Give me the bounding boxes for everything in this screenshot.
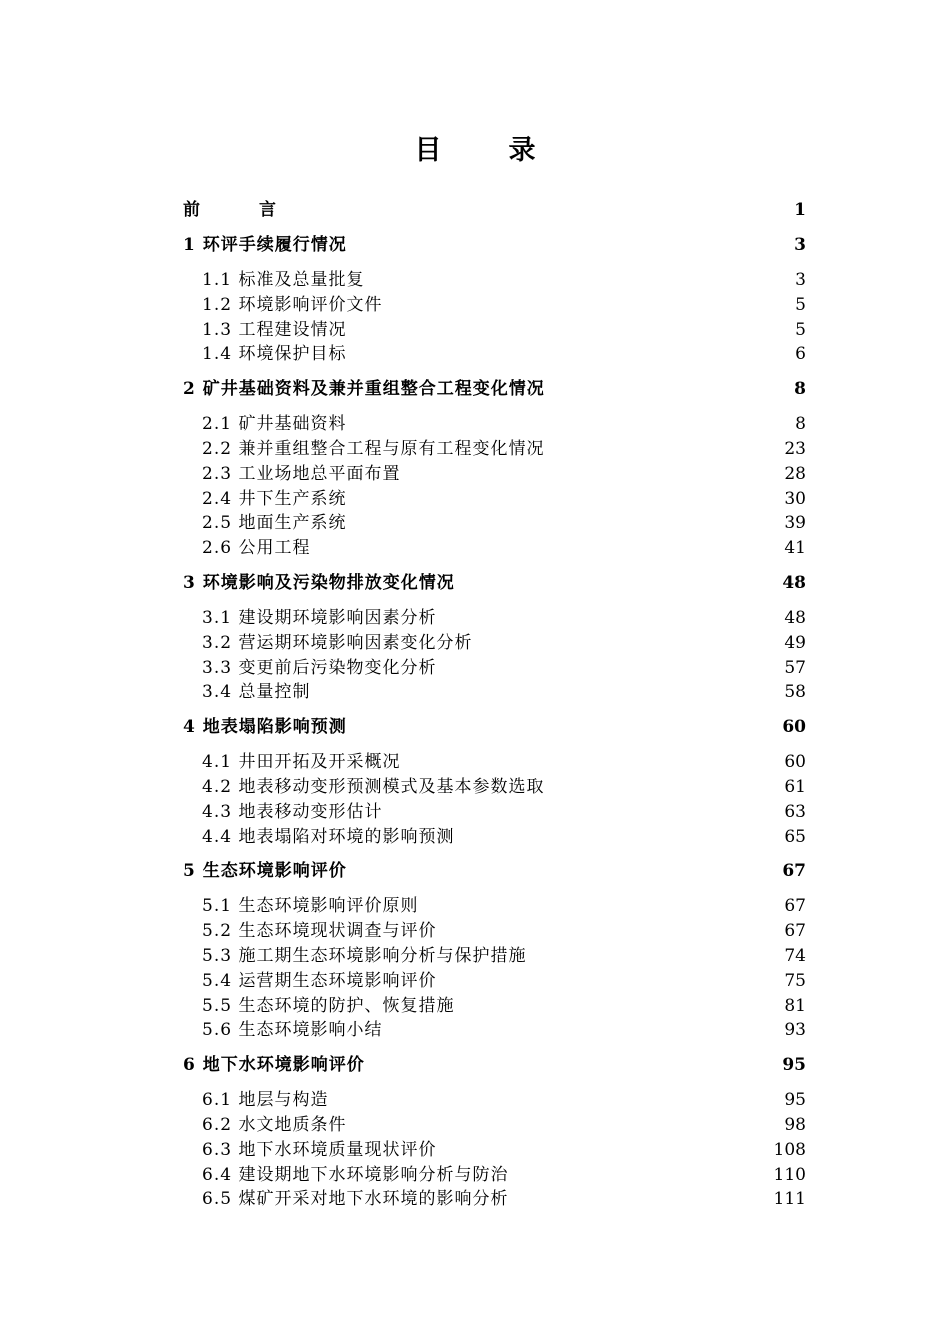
toc-entry-page-number: 75 xyxy=(784,970,806,991)
toc-entry-label: 3.3 变更前后污染物变化分析 xyxy=(202,657,437,678)
toc-entry-chapter[interactable] xyxy=(183,715,806,740)
toc-entry-label: 6.3 地下水环境质量现状评价 xyxy=(202,1139,437,1160)
toc-entry-section[interactable] xyxy=(183,318,806,343)
toc-entry-section[interactable] xyxy=(183,1018,806,1043)
toc-entry-section[interactable] xyxy=(183,800,806,825)
toc-entry-chapter[interactable] xyxy=(183,1053,806,1078)
toc-entry-label: 3.2 营运期环境影响因素变化分析 xyxy=(202,632,473,653)
toc-entry-chapter[interactable] xyxy=(183,859,806,884)
toc-entry-section[interactable] xyxy=(183,1187,806,1212)
toc-entry-page-number: 23 xyxy=(784,438,806,459)
toc-entry-page-number: 110 xyxy=(773,1164,806,1185)
toc-entry-page-number: 1 xyxy=(794,200,806,220)
toc-entry-section[interactable] xyxy=(183,775,806,800)
toc-entry-section[interactable] xyxy=(183,487,806,512)
toc-entry-section[interactable] xyxy=(183,462,806,487)
toc-entry-page-number: 74 xyxy=(784,945,806,966)
toc-entry-page-number: 67 xyxy=(782,861,806,882)
toc-entry-section[interactable] xyxy=(183,919,806,944)
toc-entry-page-number: 108 xyxy=(773,1139,806,1160)
toc-entry-label: 5.3 施工期生态环境影响分析与保护措施 xyxy=(202,945,527,966)
toc-entry-page-number: 41 xyxy=(784,538,806,559)
toc-entry-section[interactable] xyxy=(183,268,806,293)
toc-entry-label: 2.2 兼并重组整合工程与原有工程变化情况 xyxy=(202,438,545,459)
toc-entry-section[interactable] xyxy=(183,1163,806,1188)
toc-entry-section[interactable] xyxy=(183,511,806,536)
toc-entry-section[interactable] xyxy=(183,412,806,437)
toc-entry-page-number: 67 xyxy=(784,921,806,942)
toc-entry-label: 1.4 环境保护目标 xyxy=(202,344,347,365)
toc-entry-label: 前 言 xyxy=(183,200,297,220)
toc-entry-page-number: 81 xyxy=(784,995,806,1016)
toc-entry-page-number: 28 xyxy=(784,463,806,484)
toc-entry-section[interactable] xyxy=(183,894,806,919)
toc-entry-section[interactable] xyxy=(183,631,806,656)
toc-entry-label: 6.5 煤矿开采对地下水环境的影响分析 xyxy=(202,1189,509,1210)
toc-entry-label: 5 生态环境影响评价 xyxy=(183,861,347,882)
toc-entry-section[interactable] xyxy=(183,1138,806,1163)
table-of-contents xyxy=(183,198,806,1212)
toc-entry-label: 6.2 水文地质条件 xyxy=(202,1114,347,1135)
toc-entry-section[interactable] xyxy=(183,825,806,850)
toc-entry-label: 2.5 地面生产系统 xyxy=(202,513,347,534)
toc-entry-section[interactable] xyxy=(183,944,806,969)
toc-entry-page-number: 60 xyxy=(784,752,806,773)
toc-entry-label: 5.1 生态环境影响评价原则 xyxy=(202,896,419,917)
toc-entry-label: 2.6 公用工程 xyxy=(202,538,311,559)
toc-entry-page-number: 95 xyxy=(782,1055,806,1076)
toc-entry-label: 2.1 矿井基础资料 xyxy=(202,414,347,435)
toc-entry-page-number: 98 xyxy=(784,1114,806,1135)
toc-entry-label: 6.1 地层与构造 xyxy=(202,1090,329,1111)
toc-entry-page-number: 60 xyxy=(782,717,806,738)
toc-entry-label: 2.3 工业场地总平面布置 xyxy=(202,463,401,484)
toc-entry-page-number: 65 xyxy=(784,826,806,847)
toc-entry-section[interactable] xyxy=(183,1088,806,1113)
toc-entry-page-number: 3 xyxy=(795,270,806,290)
page-title: 目 录 xyxy=(414,135,556,166)
toc-entry-chapter[interactable] xyxy=(183,377,806,402)
toc-entry-page-number: 8 xyxy=(794,379,806,400)
toc-entry-section[interactable] xyxy=(183,606,806,631)
toc-entry-page-number: 48 xyxy=(784,607,806,628)
toc-entry-section[interactable] xyxy=(183,342,806,367)
toc-entry-label: 2 矿井基础资料及兼并重组整合工程变化情况 xyxy=(183,379,545,400)
toc-entry-chapter[interactable] xyxy=(183,571,806,596)
toc-entry-page-number: 61 xyxy=(784,776,806,797)
toc-entry-label: 5.5 生态环境的防护、恢复措施 xyxy=(202,995,455,1016)
toc-entry-label: 4.1 井田开拓及开采概况 xyxy=(202,752,401,773)
toc-entry-page-number: 63 xyxy=(784,801,806,822)
toc-entry-page-number: 49 xyxy=(784,632,806,653)
toc-entry-label: 2.4 井下生产系统 xyxy=(202,488,347,509)
toc-entry-label: 1.1 标准及总量批复 xyxy=(202,270,365,290)
toc-entry-label: 4 地表塌陷影响预测 xyxy=(183,717,347,738)
toc-entry-section[interactable] xyxy=(183,437,806,462)
toc-entry-section[interactable] xyxy=(183,994,806,1019)
toc-entry-section[interactable] xyxy=(183,750,806,775)
toc-entry-label: 3.4 总量控制 xyxy=(202,682,311,703)
toc-entry-section[interactable] xyxy=(183,293,806,318)
toc-entry-section[interactable] xyxy=(183,1113,806,1138)
toc-entry-page-number: 58 xyxy=(784,682,806,703)
toc-entry-section[interactable] xyxy=(183,969,806,994)
toc-entry-label: 4.4 地表塌陷对环境的影响预测 xyxy=(202,826,455,847)
toc-entry-page-number: 5 xyxy=(795,294,806,315)
toc-entry-section[interactable] xyxy=(183,536,806,561)
toc-entry-label: 5.6 生态环境影响小结 xyxy=(202,1020,383,1041)
toc-entry-label: 6.4 建设期地下水环境影响分析与防治 xyxy=(202,1164,509,1185)
toc-entry-page-number: 95 xyxy=(784,1090,806,1111)
toc-entry-label: 3.1 建设期环境影响因素分析 xyxy=(202,607,437,628)
toc-entry-page-number: 67 xyxy=(784,896,806,917)
toc-entry-label: 5.2 生态环境现状调查与评价 xyxy=(202,921,437,942)
toc-entry-label: 6 地下水环境影响评价 xyxy=(183,1055,365,1076)
toc-entry-label: 4.3 地表移动变形估计 xyxy=(202,801,383,822)
toc-entry-chapter[interactable] xyxy=(183,233,806,258)
toc-entry-section[interactable] xyxy=(183,656,806,681)
toc-entry-page-number: 30 xyxy=(784,488,806,509)
toc-entry-preface[interactable] xyxy=(183,198,806,223)
toc-entry-label: 1.3 工程建设情况 xyxy=(202,319,347,340)
toc-entry-label: 3 环境影响及污染物排放变化情况 xyxy=(183,572,455,593)
toc-entry-label: 5.4 运营期生态环境影响评价 xyxy=(202,970,437,991)
toc-entry-page-number: 6 xyxy=(795,344,806,365)
toc-entry-label: 1.2 环境影响评价文件 xyxy=(202,294,383,315)
toc-entry-page-number: 93 xyxy=(784,1020,806,1041)
toc-entry-page-number: 8 xyxy=(795,414,806,435)
toc-entry-label: 4.2 地表移动变形预测模式及基本参数选取 xyxy=(202,776,545,797)
toc-entry-page-number: 48 xyxy=(782,572,806,593)
toc-entry-page-number: 39 xyxy=(784,513,806,534)
toc-entry-page-number: 3 xyxy=(794,235,806,255)
toc-entry-page-number: 57 xyxy=(784,657,806,678)
toc-entry-page-number: 5 xyxy=(795,319,806,340)
toc-entry-label: 1 环评手续履行情况 xyxy=(183,235,347,255)
toc-entry-section[interactable] xyxy=(183,680,806,705)
toc-entry-page-number: 111 xyxy=(773,1189,806,1210)
